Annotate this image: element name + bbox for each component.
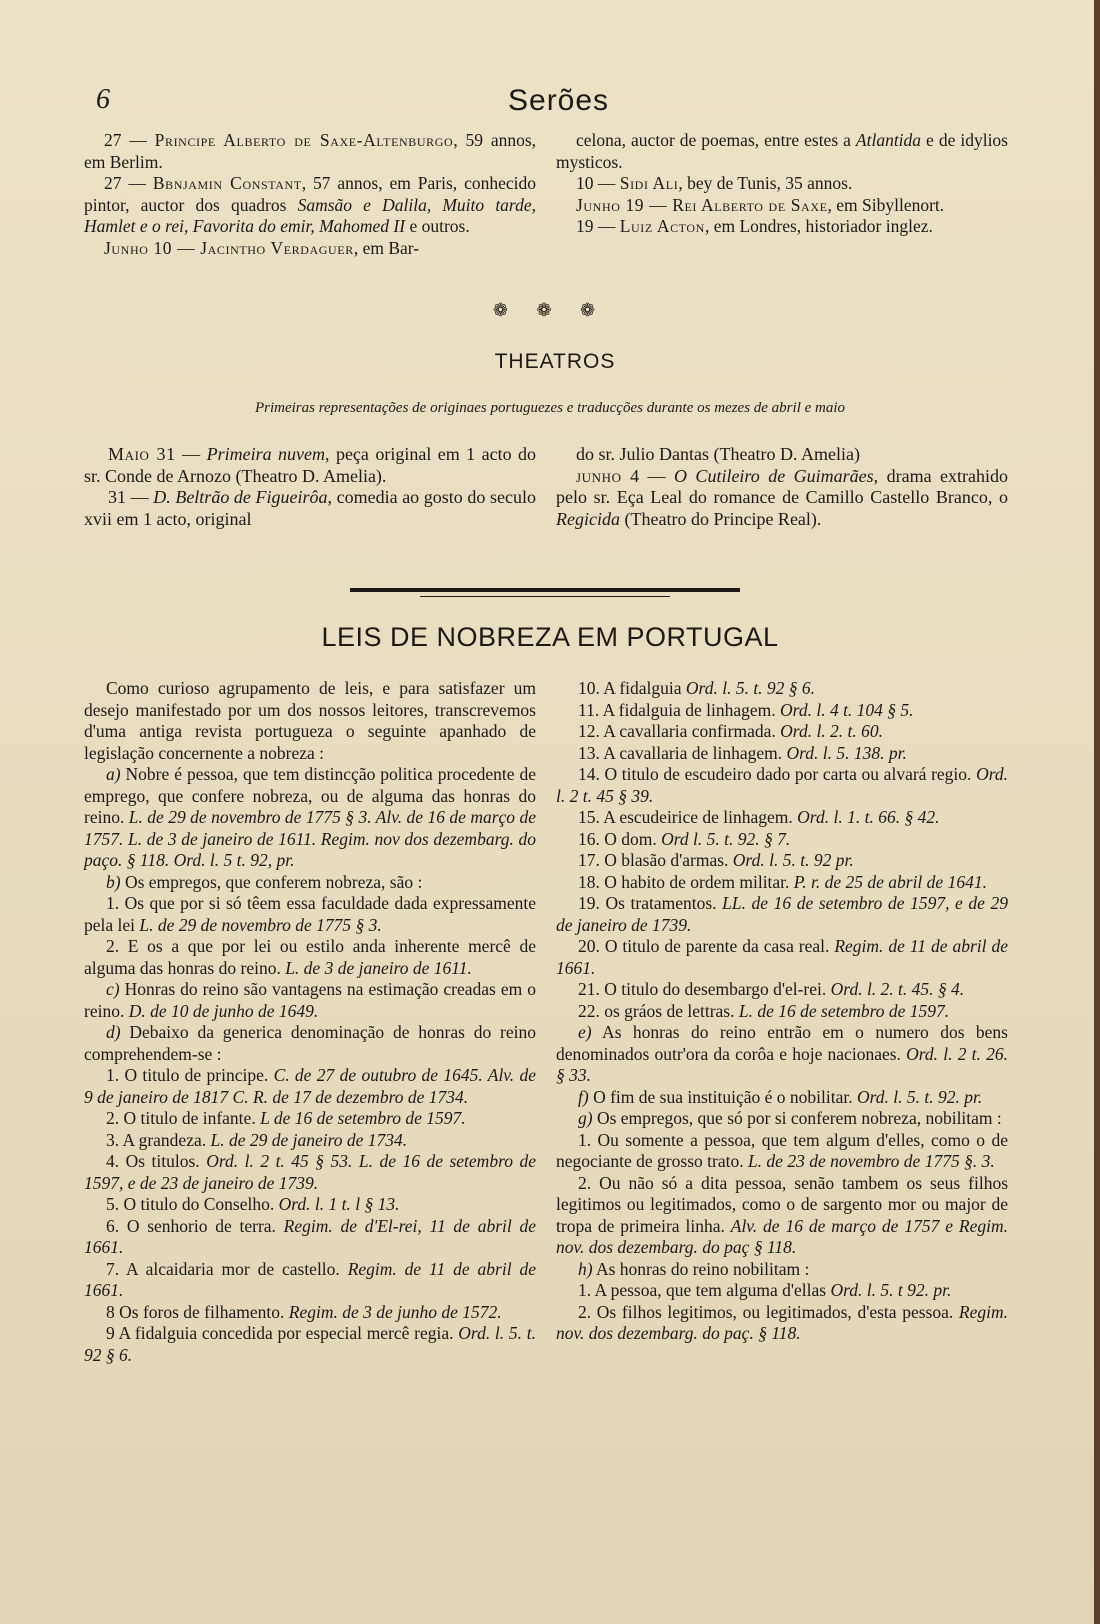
citation-text: Ord l. 5. t. 92. § 7. [661, 828, 791, 849]
body-text: 2. Ou não só a dita pessoa, senão tambem os seus filhos legitimos ou legitimados, como o de sargento mor ou major de tropa de primeira linha. [556, 1172, 1008, 1236]
body-text: Como curioso agrupamento de leis, e para satisfazer um desejo manifestado por um dos nossos leitores, transcrevemos d'uma antiga revista portugueza o seguinte apanhado de legislação concernente a nobreza : [84, 678, 536, 763]
body-text: 1. Os que por si só têem essa faculdade dada expressamente pela lei [84, 893, 536, 935]
paragraph [556, 979, 1008, 1001]
name-smallcaps: Junho 19 — Rei Alberto de Saxe [576, 194, 828, 215]
citation-text: d) [106, 1022, 121, 1042]
citation-text: Ord. l. 1 t. l § 13. [278, 1194, 400, 1214]
paragraph [556, 1173, 1008, 1259]
paragraph [84, 764, 536, 872]
citation-text: Regim. de 11 de abril de 1661. [556, 936, 1008, 978]
citation-text: D. Beltrão de Figueirôa [153, 487, 328, 507]
paragraph [556, 743, 1008, 765]
paragraph [556, 195, 1008, 217]
paragraph [556, 1108, 1008, 1130]
body-text: 13. A cavallaria de linhagem. [578, 742, 787, 763]
citation-text: c) [106, 979, 120, 999]
theatros-heading: THEATROS [494, 350, 616, 373]
citation-text: h) [578, 1258, 593, 1279]
paragraph [556, 764, 1008, 807]
body-text: (Theatro do Principe Real). [619, 508, 822, 529]
leis-right-column [556, 678, 1008, 1345]
body-text: 1. Ou somente a pessoa, que tem algum d'elles, como o de negociante de grosso trato. [556, 1129, 1008, 1171]
paragraph [84, 1108, 536, 1130]
paragraph [556, 700, 1008, 722]
theatros-subtitle: Primeiras representações de originaes portuguezes e traducções durante os mezes de abril e maio [254, 400, 846, 416]
necrologia-right-column [556, 130, 1008, 238]
paragraph [84, 1216, 536, 1259]
citation-text: O Cutileiro de Guimarães [673, 465, 874, 486]
citation-text: Samsão e Dalila, Muito tarde, Hamlet e o rei, Favorita do emir, Mahomed II [84, 194, 536, 236]
paragraph [84, 173, 536, 238]
paragraph [556, 829, 1008, 851]
paragraph [556, 173, 1008, 195]
citation-text: L. de 16 de setembro de 1597. [738, 1000, 950, 1021]
body-text: 1. A pessoa, que tem alguma d'ellas [578, 1280, 831, 1300]
body-text: , drama extrahido pelo sr. Eça Leal do romance de Camillo Castello Branco, o [556, 465, 1009, 507]
paragraph [84, 1130, 536, 1152]
citation-text: Regim. de 11 de abril de 1661. [84, 1258, 536, 1300]
page-header [96, 84, 1016, 124]
paragraph [556, 1259, 1008, 1281]
paragraph [556, 216, 1008, 238]
body-text: 16. O dom. [578, 828, 662, 849]
body-text: As honras do reino nobilitam : [592, 1258, 810, 1279]
citation-text: e) [578, 1022, 592, 1042]
body-text: , em Londres, historiador inglez. [704, 216, 933, 236]
body-text: 4. Os titulos. [106, 1151, 207, 1171]
body-text: , em Sibyllenort. [827, 194, 945, 215]
citation-text: Ord. l. 5. t. 92 pr. [732, 850, 854, 870]
paragraph [84, 979, 536, 1022]
citation-text: D. de 10 de junho de 1649. [128, 1000, 319, 1021]
paragraph [556, 678, 1008, 700]
name-smallcaps: Principe Alberto de Saxe-Altenburgo [154, 130, 454, 150]
name-smallcaps: Sidi Ali [619, 173, 679, 193]
body-text: Honras do reino são vantagens na estimação creadas em o reino. [84, 979, 536, 1021]
citation-text: Ord. l. 4 t. 104 § 5. [780, 699, 914, 720]
body-text: Debaixo da generica denominação de honras do reino comprehendem-se : [84, 1022, 536, 1064]
paragraph [556, 1001, 1008, 1023]
body-text: 27 — [104, 130, 155, 150]
body-text: O fim de sua instituição é o nobilitar. [588, 1086, 857, 1107]
body-text: 14. O titulo de escudeiro dado por carta ou alvará regio. [578, 764, 977, 784]
body-text: do sr. Julio Dantas (Theatro D. Amelia) [576, 444, 860, 464]
citation-text: b) [106, 871, 121, 892]
body-text: 10 — [576, 173, 620, 193]
body-text: 20. O titulo de parente da casa real. [578, 936, 835, 956]
citation-text: Ord. l. 2. t. 45. § 4. [830, 979, 965, 999]
paragraph [556, 1302, 1008, 1345]
paragraph [556, 721, 1008, 743]
body-text: 5. O titulo do Conselho. [106, 1194, 279, 1214]
citation-text: L. de 29 de janeiro de 1734. [210, 1129, 408, 1150]
paragraph [84, 936, 536, 979]
paragraph [556, 466, 1008, 531]
body-text: 3. A grandeza. [106, 1129, 211, 1150]
paragraph [556, 1280, 1008, 1302]
citation-text: Ord. l. 5. 138. pr. [786, 742, 907, 763]
paragraph [84, 1259, 536, 1302]
citation-text: Atlantida [855, 130, 922, 150]
paragraph [556, 893, 1008, 936]
paragraph [84, 1151, 536, 1194]
citation-text: Primeira nuvem [206, 444, 326, 464]
citation-text: Ord. l. 2 t. 26. § 33. [556, 1043, 1008, 1085]
paragraph [556, 1130, 1008, 1173]
paragraph [556, 807, 1008, 829]
paragraph [84, 1022, 536, 1065]
body-text: 19. Os tratamentos. [578, 893, 723, 913]
page-edge [1094, 0, 1100, 1624]
paragraph [556, 936, 1008, 979]
body-text: , peça original em 1 acto do sr. Conde de Arnozo (Theatro D. Amelia). [84, 444, 536, 486]
paragraph [84, 678, 536, 764]
body-text: 11. A fidalguia de linhagem. [578, 699, 781, 720]
citation-text: Regim. nov. dos dezembarg. do paç. § 118. [556, 1301, 1008, 1343]
citation-text: Ord. l. 2. t. 60. [780, 721, 884, 741]
leis-heading: LEIS DE NOBREZA EM PORTUGAL [321, 622, 779, 652]
body-text: 15. A escudeirice de linhagem. [578, 807, 798, 827]
body-text: As honras do reino entrão em o numero dos bens denominados outr'ora da corôa e hoje nacionaes. [556, 1022, 1008, 1064]
body-text: 18. O habito de ordem militar. [578, 871, 794, 892]
paragraph [556, 1087, 1008, 1109]
body-text: — [175, 444, 207, 464]
page-number: 6 [96, 84, 110, 115]
body-text: 21. O titulo do desembargo d'el-rei. [578, 979, 831, 999]
body-text: 31 — [108, 487, 154, 507]
citation-text: P. r. de 25 de abril de 1641. [793, 871, 987, 892]
citation-text: C. de 27 de outubro de 1645. Alv. de 9 de janeiro de 1817 C. R. de 17 de dezembro de 1734. [84, 1065, 536, 1107]
citation-text: L de 16 de setembro de 1597. [260, 1108, 466, 1128]
section-rule-thin [420, 596, 670, 597]
paragraph [84, 872, 536, 894]
body-text: 22. os gráos de lettras. [578, 1000, 739, 1021]
theatros-left-column [84, 444, 536, 530]
paragraph [84, 1065, 536, 1108]
paragraph [84, 487, 536, 530]
citation-text: Ord. l. 5. t. 92 § 6. [84, 1323, 537, 1365]
paragraph [556, 872, 1008, 894]
body-text: 17. O blasão d'armas. [578, 850, 733, 870]
paragraph [556, 850, 1008, 872]
name-smallcaps: junho [576, 465, 622, 486]
citation-text: L. de 29 de novembro de 1775 § 3. Alv. de 16 de março de 1757. L. de 3 de janeiro de 1611. Regim. nov dos dezembarg. do paço. § 118. Ord. l. 5 t. 92, pr. [84, 807, 536, 870]
body-text: 27 — [104, 173, 153, 193]
paragraph [556, 130, 1008, 173]
ornament-divider: ❁ ❁ ❁ [492, 300, 608, 320]
body-text: , 57 annos, em Paris, conhecido pintor, auctor dos quadros [84, 173, 537, 215]
citation-text: Ord. l. 1. t. 66. § 42. [797, 807, 940, 827]
paragraph [84, 130, 536, 173]
body-text: , em Bar- [353, 237, 420, 258]
citation-text: Regicida [556, 508, 620, 529]
body-text: Os empregos, que só por si conferem nobreza, nobilitam : [592, 1108, 1002, 1128]
citation-text: a) [106, 764, 121, 784]
body-text: e outros. [405, 216, 470, 236]
body-text: 12. A cavallaria confirmada. [578, 721, 781, 741]
paragraph [556, 1022, 1008, 1087]
paragraph [84, 238, 536, 260]
leis-left-column [84, 678, 536, 1366]
paragraph [84, 1323, 536, 1366]
body-text: , bey de Tunis, 35 annos. [678, 173, 853, 193]
citation-text: L. de 3 de janeiro de 1611. [285, 957, 472, 978]
name-smallcaps: Maio 31 [108, 444, 176, 464]
body-text: 2. O titulo de infante. [106, 1108, 261, 1128]
body-text: 9 A fidalguia concedida por especial mercê regia. [106, 1323, 459, 1343]
section-rule-thick [350, 588, 740, 592]
citation-text: Ord. l. 2 t. 45 § 39. [556, 764, 1008, 806]
citation-text: Regim. de 3 de junho de 1572. [288, 1301, 502, 1322]
name-smallcaps: Junho 10 — Jacintho Verdaguer [104, 237, 354, 258]
paragraph [556, 444, 1008, 466]
citation-text: Ord. l. 5. t. 92 § 6. [685, 678, 816, 698]
citation-text: LL. de 16 de setembro de 1597, e de 29 de janeiro de 1739. [556, 893, 1009, 935]
body-text: 6. O senhorio de terra. [106, 1215, 284, 1236]
body-text: 8 Os foros de filhamento. [106, 1301, 289, 1322]
body-text: e de idylios mysticos. [556, 130, 1008, 172]
body-text: 2. E os a que por lei ou estilo anda inherente mercê de alguma das honras do reino. [84, 936, 536, 978]
theatros-right-column [556, 444, 1008, 530]
citation-text: Ord. l. 2 t. 45 § 53. L. de 16 de setembro de 1597, e de 23 de janeiro de 1739. [84, 1151, 536, 1193]
body-text: 7. A alcaidaria mor de castello. [106, 1258, 348, 1279]
name-smallcaps: Bbnjamin Constant [152, 173, 302, 193]
body-text: 19 — [576, 216, 620, 236]
citation-text: Ord. l. 5. t 92. pr. [830, 1280, 952, 1300]
citation-text: f) [578, 1086, 589, 1107]
necrologia-left-column [84, 130, 536, 259]
paragraph [84, 1194, 536, 1216]
citation-text: Ord. l. 5. t. 92. pr. [857, 1086, 983, 1107]
body-text: 1. O titulo de principe. [106, 1065, 274, 1085]
body-text: Os empregos, que conferem nobreza, são : [120, 871, 423, 892]
citation-text: g) [578, 1108, 593, 1128]
name-smallcaps: Luiz Acton [619, 216, 705, 236]
body-text: celona, auctor de poemas, entre estes a [576, 130, 856, 150]
paragraph [84, 444, 536, 487]
body-text: 10. A fidalguia [578, 678, 686, 698]
body-text: , 59 annos, em Berlim. [84, 130, 537, 172]
citation-text: Regim. de d'El-rei, 11 de abril de 1661. [84, 1215, 536, 1257]
paragraph [84, 893, 536, 936]
body-text: 4 — [621, 465, 674, 486]
body-text: 2. Os filhos legitimos, ou legitimados, d'esta pessoa. [578, 1301, 959, 1322]
running-title: Serões [508, 84, 610, 117]
paragraph [84, 1302, 536, 1324]
citation-text: L. de 29 de novembro de 1775 § 3. [139, 914, 382, 935]
citation-text: Alv. de 16 de março de 1757 e Regim. nov. dos dezembarg. do paç § 118. [556, 1215, 1009, 1257]
body-text: Nobre é pessoa, que tem distincção politica procedente de emprego, que confere nobreza, ou de alguma das honras do reino. [84, 764, 536, 827]
citation-text: L. de 23 de novembro de 1775 §. 3. [747, 1151, 995, 1171]
body-text: , comedia ao gosto do seculo xvii em 1 acto, original [84, 487, 536, 529]
